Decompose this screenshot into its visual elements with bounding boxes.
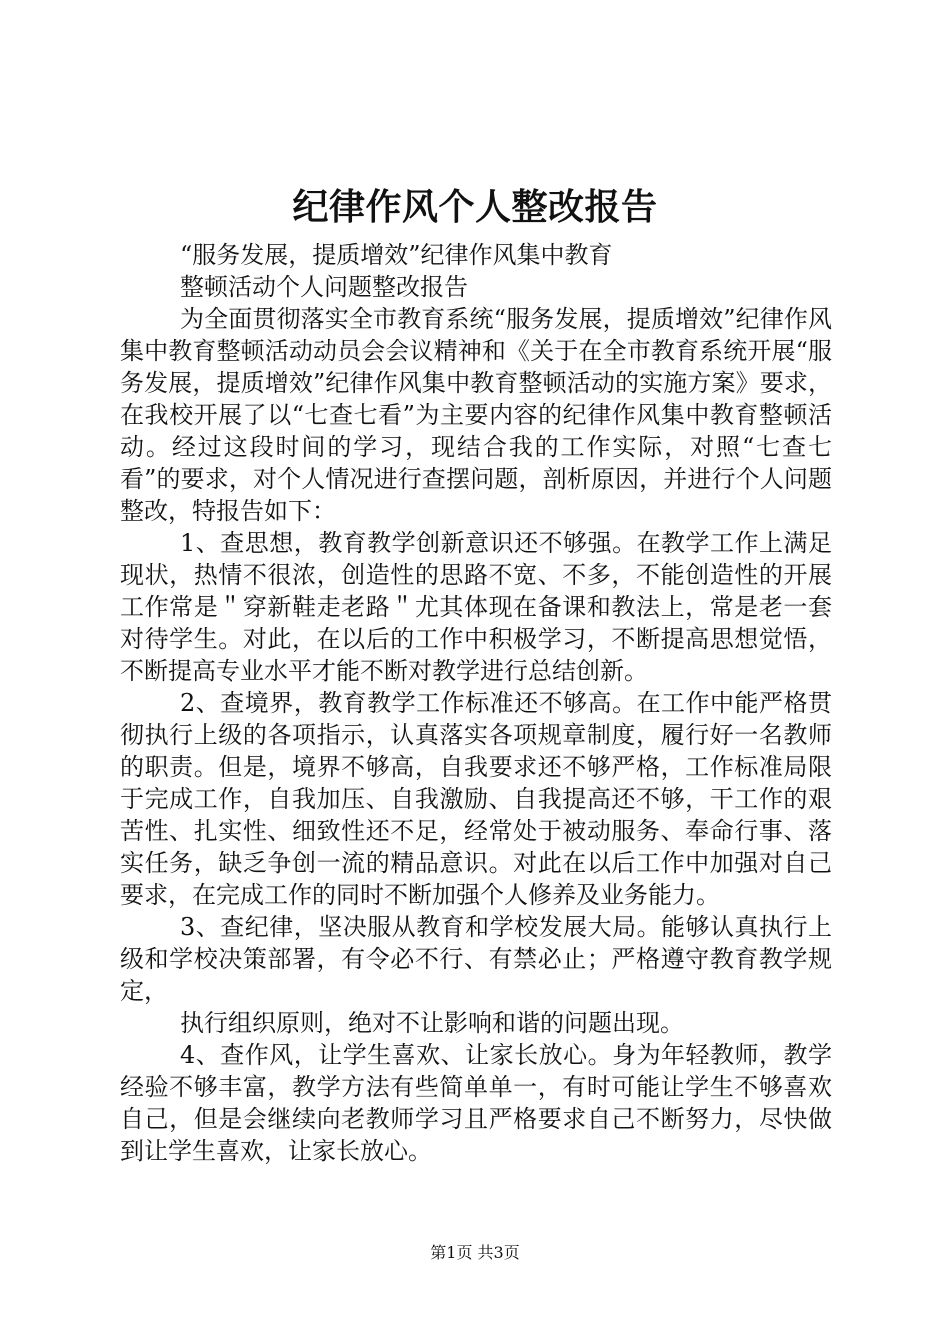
paragraph-item-2: 2、查境界，教育教学工作标准还不够高。在工作中能严格贯彻执行上级的各项指示，认真落实各项规章制度，履行好一名教师的职责。但是，境界不够高，自我要求还不够严格，工作标准局限于完成工作，自我加压、自我激励、自我提高还不够，干工作的艰苦性、扎实性、细致性还不足，经常处于被动服务、奉命行事、落实任务，缺乏争创一流的精品意识。对此在以后工作中加强对自己要求，在完成工作的同时不断加强个人修养及业务能力。 <box>120 689 832 909</box>
document-body <box>120 239 832 1167</box>
paragraph-item-3-continued: 执行组织原则，绝对不让影响和谐的问题出现。 <box>180 1009 684 1037</box>
paragraph-item-1: 1、查思想，教育教学创新意识还不够强。在教学工作上满足现状，热情不很浓，创造性的思路不宽、不多，不能创造性的开展工作常是＂穿新鞋走老路＂尤其体现在备课和教法上，常是老一套对待学生。对此，在以后的工作中积极学习，不断提高思想觉悟，不断提高专业水平才能不断对教学进行总结创新。 <box>120 529 832 685</box>
page-footer: 第1页 共3页 <box>430 1243 520 1262</box>
paragraph-item-3: 3、查纪律，坚决服从教育和学校发展大局。能够认真执行上级和学校决策部署，有令必不行、有禁必止；严格遵守教育教学规定， <box>120 913 832 1005</box>
paragraph-intro: 为全面贯彻落实全市教育系统“服务发展，提质增效”纪律作风集中教育整顿活动动员会会议精神和《关于在全市教育系统开展“服务发展，提质增效”纪律作风集中教育整顿活动的实施方案》要求，在我校开展了以“七查七看”为主要内容的纪律作风集中教育整顿活动。经过这段时间的学习，现结合我的工作实际，对照“七查七看”的要求，对个人情况进行查摆问题，剖析原因，并进行个人问题整改，特报告如下： <box>120 305 832 525</box>
paragraph-item-4: 4、查作风，让学生喜欢、让家长放心。身为年轻教师，教学经验不够丰富，教学方法有些简单单一，有时可能让学生不够喜欢自己，但是会继续向老教师学习且严格要求自己不断努力，尽快做到让学生喜欢，让家长放心。 <box>120 1041 832 1165</box>
subtitle-line-1: “服务发展，提质增效”纪律作风集中教育 <box>180 241 613 269</box>
subtitle-line-2: 整顿活动个人问题整改报告 <box>180 273 468 301</box>
document-title: 纪律作风个人整改报告 <box>292 186 658 228</box>
